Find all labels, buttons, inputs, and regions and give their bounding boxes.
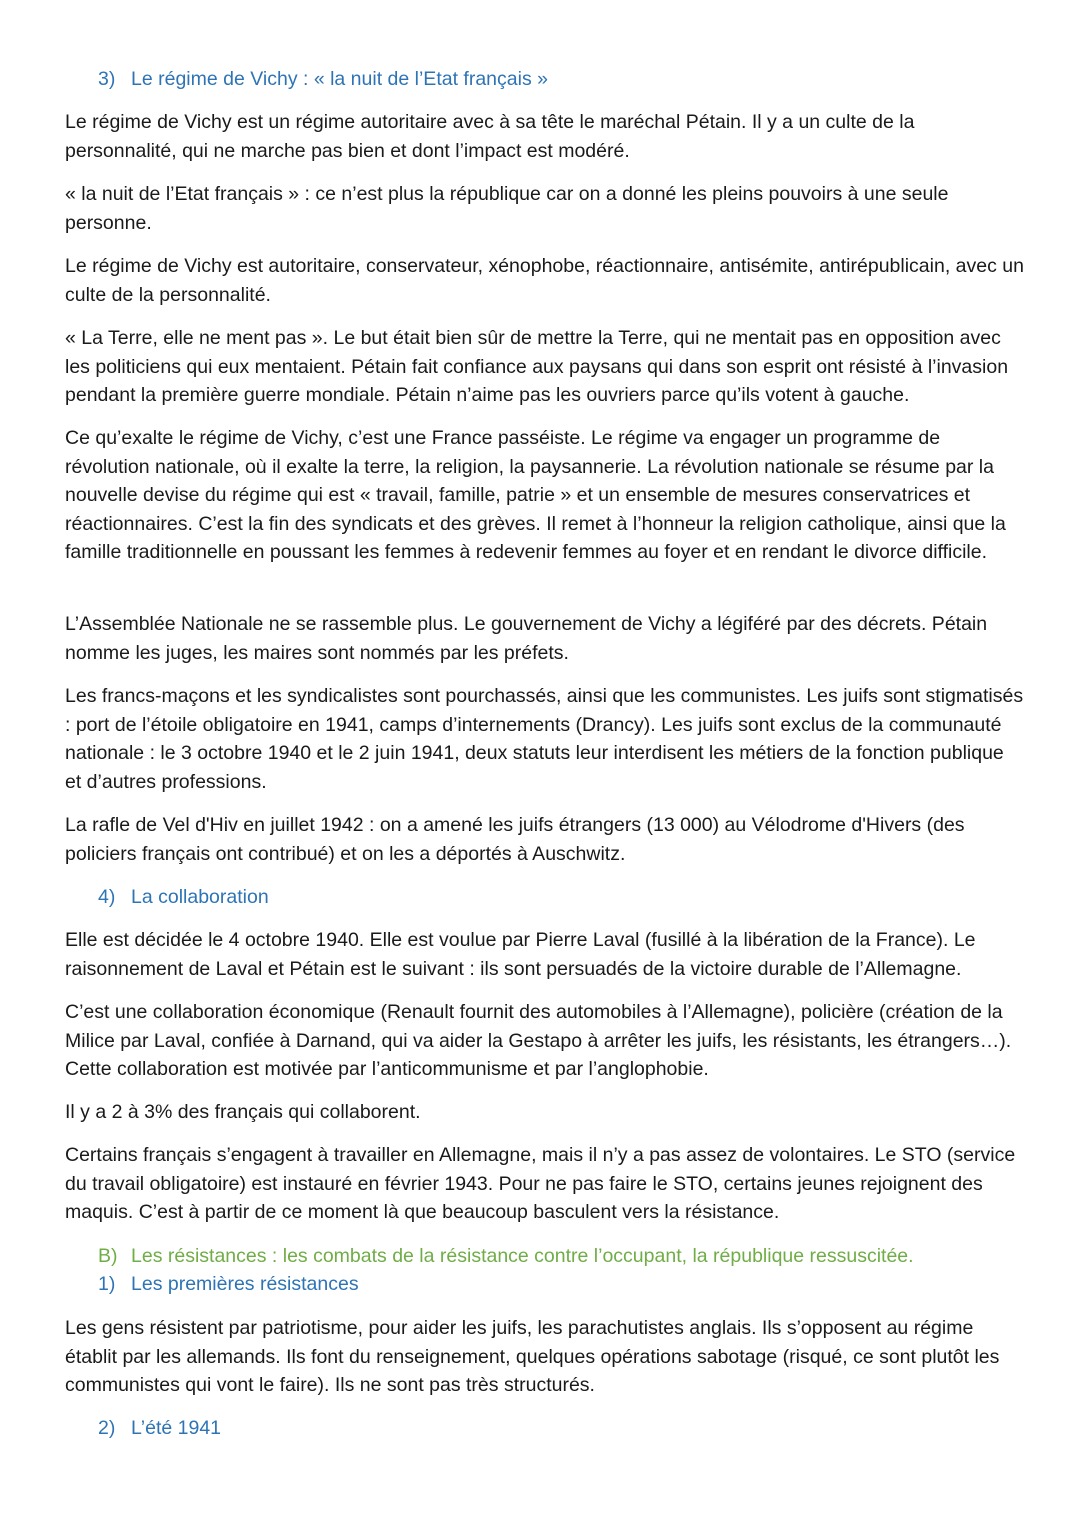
paragraph: Le régime de Vichy est autoritaire, conservateur, xénophobe, réactionnaire, antisémite, antirépublicain, avec un culte de la personnalité. <box>65 255 1024 306</box>
paragraph: Le régime de Vichy est un régime autoritaire avec à sa tête le maréchal Pétain. Il y a un culte de la personnalité, qui ne marche pas bien et dont l’impact est modéré. <box>65 111 915 162</box>
heading-summer-1941: 2) L’été 1941 <box>98 1417 222 1439</box>
paragraph: Certains français s’engagent à travailler en Allemagne, mais il n’y a pas assez de volontaires. Le STO (service du travail obligatoire) est instauré en février 1943. Pour ne pas faire le STO, certains jeunes rejoignent des maquis. C’est à partir de ce moment là que beaucoup basculent vers la résistance. <box>65 1144 1016 1223</box>
paragraph: Les francs-maçons et les syndicalistes sont pourchassés, ainsi que les communistes. Les juifs sont stigmatisés : port de l’étoile obligatoire en 1941, camps d’internements (Drancy). Les juifs sont exclus de la communauté nationale : le 3 octobre 1940 et le 2 juin 1941, deux statuts leur interdisent les métiers de la fonction publique et d’autres professions. <box>65 685 1024 793</box>
heading-resistances: B) Les résistances : les combats de la résistance contre l’occupant, la république ressuscitée. <box>98 1245 914 1267</box>
paragraph: La rafle de Vel d'Hiv en juillet 1942 : on a amené les juifs étrangers (13 000) au Vélodrome d'Hivers (des policiers français ont contribué) et on les a déportés à Auschwitz. <box>65 814 965 865</box>
paragraph: « La Terre, elle ne ment pas ». Le but était bien sûr de mettre la Terre, qui ne mentait pas en opposition avec les politiciens qui eux mentaient. Pétain fait confiance aux paysans qui dans son esprit ont résisté à l’invasion pendant la première guerre mondiale. Pétain n’aime pas les ouvriers parce qu’ils votent à gauche. <box>65 327 1009 406</box>
paragraph: Ce qu’exalte le régime de Vichy, c’est une France passéiste. Le régime va engager un programme de révolution nationale, où il exalte la terre, la religion, la paysannerie. La révolution nationale se résume par la nouvelle devise du régime qui est « travail, famille, patrie » et un ensemble de mesures conservatrices et réactionnaires. C’est la fin des syndicats et des grèves. Il remet à l’honneur la religion catholique, ainsi que la famille traditionnelle en poussant les femmes à redevenir femmes au foyer et en rendant le divorce difficile. <box>65 427 1006 563</box>
heading-first-resistances: 1) Les premières résistances <box>98 1273 359 1295</box>
heading-collaboration: 4) La collaboration <box>98 886 269 908</box>
paragraph: « la nuit de l’Etat français » : ce n’est plus la république car on a donné les pleins pouvoirs à une seule personne. <box>65 183 949 234</box>
paragraph: Les gens résistent par patriotisme, pour aider les juifs, les parachutistes anglais. Ils s’opposent au régime établit par les allemands. Ils font du renseignement, quelques opérations sabotage (risqué, ce sont plutôt les communistes qui vont le faire). Ils ne sont pas très structurés. <box>65 1317 1000 1396</box>
paragraph: Il y a 2 à 3% des français qui collaborent. <box>65 1101 421 1123</box>
paragraph: C’est une collaboration économique (Renault fournit des automobiles à l’Allemagne), policière (création de la Milice par Laval, confiée à Darnand, qui va aider la Gestapo à arrêter les juifs, les résistants, les étrangers…). Cette collaboration est motivée par l’anticommunisme et par l’anglophobie. <box>65 1001 1012 1080</box>
heading-vichy-regime: 3) Le régime de Vichy : « la nuit de l’Etat français » <box>98 68 548 90</box>
paragraph: L’Assemblée Nationale ne se rassemble plus. Le gouvernement de Vichy a légiféré par des décrets. Pétain nomme les juges, les maires sont nommés par les préfets. <box>65 613 988 664</box>
paragraph: Elle est décidée le 4 octobre 1940. Elle est voulue par Pierre Laval (fusillé à la libération de la France). Le raisonnement de Laval et Pétain est le suivant : ils sont persuadés de la victoire durable de l’Allemagne. <box>65 929 976 980</box>
